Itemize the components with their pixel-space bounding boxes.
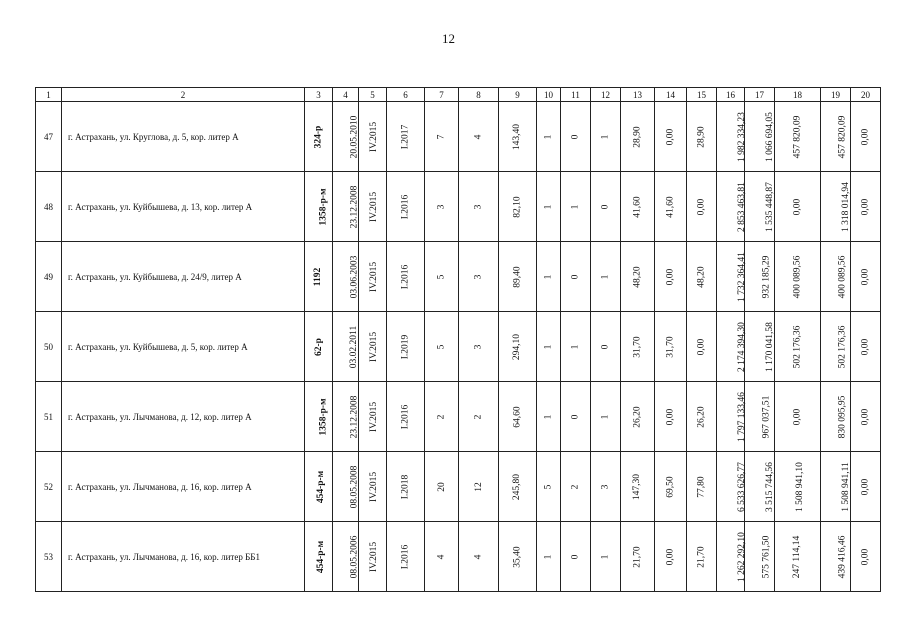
cell-value: 48,20 bbox=[632, 266, 643, 288]
table-cell bbox=[305, 522, 333, 592]
table-cell bbox=[387, 452, 425, 522]
table-cell bbox=[305, 242, 333, 312]
cell-value: 0,00 bbox=[696, 338, 707, 356]
cell-value: 4 bbox=[436, 554, 447, 560]
cell-value: 147,30 bbox=[632, 473, 643, 501]
cell-value: 454-р-м bbox=[316, 470, 327, 504]
table-cell bbox=[499, 452, 537, 522]
table-cell bbox=[621, 172, 655, 242]
cell-value: 20.05.2010 bbox=[349, 115, 360, 159]
table-cell bbox=[561, 312, 591, 382]
table-cell bbox=[333, 382, 359, 452]
table-cell bbox=[687, 312, 717, 382]
row-number-cell: 52 bbox=[36, 452, 62, 522]
cell-value: 28,90 bbox=[632, 126, 643, 148]
table-cell bbox=[359, 172, 387, 242]
table-cell bbox=[821, 382, 851, 452]
table-cell bbox=[775, 242, 821, 312]
cell-value: 41,60 bbox=[665, 196, 676, 218]
cell-value: 12 bbox=[473, 482, 484, 492]
cell-value: 1 732 364,41 bbox=[736, 252, 747, 302]
table-cell bbox=[561, 242, 591, 312]
cell-value: 0,00 bbox=[860, 128, 871, 146]
cell-value: I.2016 bbox=[400, 264, 411, 290]
address-cell: г. Астрахань, ул. Лычманова, д. 16, кор. литер ББ1 bbox=[62, 522, 305, 592]
table-cell bbox=[305, 172, 333, 242]
address-cell: г. Астрахань, ул. Куйбышева, д. 24/9, литер А bbox=[62, 242, 305, 312]
row-number-cell: 49 bbox=[36, 242, 62, 312]
cell-value: 89,40 bbox=[512, 266, 523, 288]
cell-value: IV.2015 bbox=[369, 331, 380, 363]
row-number-cell: 47 bbox=[36, 102, 62, 172]
table-cell bbox=[655, 102, 687, 172]
cell-value: 3 bbox=[473, 344, 484, 350]
cell-value: 48,20 bbox=[696, 266, 707, 288]
table-cell bbox=[561, 452, 591, 522]
cell-value: 0,00 bbox=[665, 548, 676, 566]
cell-value: 324-р bbox=[313, 125, 324, 149]
row-number-cell: 50 bbox=[36, 312, 62, 382]
column-number-cell: 17 bbox=[745, 88, 775, 102]
table-cell bbox=[851, 312, 881, 382]
table-cell bbox=[745, 172, 775, 242]
cell-value: 1 bbox=[600, 414, 611, 420]
cell-value: 08.05.2006 bbox=[349, 535, 360, 579]
cell-value: 4 bbox=[473, 134, 484, 140]
table-cell bbox=[851, 102, 881, 172]
cell-value: 03.02.2011 bbox=[349, 325, 360, 369]
cell-value: 0,00 bbox=[860, 338, 871, 356]
cell-value: 1 262 292,10 bbox=[736, 532, 747, 582]
table-cell bbox=[537, 382, 561, 452]
cell-value: 23.12.2008 bbox=[349, 185, 360, 229]
table-cell bbox=[717, 382, 745, 452]
column-number-cell: 7 bbox=[425, 88, 459, 102]
table-cell bbox=[775, 102, 821, 172]
row-number-cell: 51 bbox=[36, 382, 62, 452]
column-number-cell: 6 bbox=[387, 88, 425, 102]
cell-value: 69,50 bbox=[665, 476, 676, 498]
cell-value: 457 820,09 bbox=[792, 115, 803, 159]
cell-value: 3 bbox=[600, 484, 611, 490]
table-cell bbox=[621, 312, 655, 382]
cell-value: 20 bbox=[436, 482, 447, 492]
table-cell bbox=[821, 522, 851, 592]
table-cell bbox=[333, 452, 359, 522]
table-cell bbox=[459, 522, 499, 592]
cell-value: 143,40 bbox=[512, 123, 523, 151]
cell-value: IV.2015 bbox=[369, 541, 380, 573]
table-cell bbox=[425, 382, 459, 452]
table-cell bbox=[717, 172, 745, 242]
cell-value: 1 508 941,11 bbox=[840, 462, 851, 512]
cell-value: 1 bbox=[543, 344, 554, 350]
cell-value: IV.2015 bbox=[369, 121, 380, 153]
table-cell bbox=[499, 312, 537, 382]
cell-value: 26,20 bbox=[632, 406, 643, 428]
column-number-cell: 19 bbox=[821, 88, 851, 102]
table-cell bbox=[537, 172, 561, 242]
table-cell bbox=[621, 452, 655, 522]
table-cell bbox=[591, 312, 621, 382]
cell-value: 21,70 bbox=[632, 546, 643, 568]
table-cell bbox=[775, 312, 821, 382]
table-cell bbox=[359, 242, 387, 312]
cell-value: 6 533 626,77 bbox=[736, 462, 747, 512]
table-cell bbox=[591, 102, 621, 172]
cell-value: 5 bbox=[436, 274, 447, 280]
cell-value: 1 bbox=[600, 274, 611, 280]
column-number-row bbox=[36, 88, 881, 102]
cell-value: 4 bbox=[473, 554, 484, 560]
table-cell bbox=[387, 242, 425, 312]
table-row bbox=[36, 312, 881, 382]
column-number-cell: 3 bbox=[305, 88, 333, 102]
table-cell bbox=[687, 102, 717, 172]
address-cell: г. Астрахань, ул. Лычманова, д. 16, кор. литер А bbox=[62, 452, 305, 522]
table-cell bbox=[745, 242, 775, 312]
table-cell bbox=[425, 172, 459, 242]
column-number-cell: 14 bbox=[655, 88, 687, 102]
table-cell bbox=[459, 242, 499, 312]
cell-value: I.2019 bbox=[400, 334, 411, 360]
cell-value: 502 176,36 bbox=[792, 325, 803, 369]
cell-value: 0 bbox=[570, 274, 581, 280]
cell-value: 0,00 bbox=[860, 478, 871, 496]
cell-value: 5 bbox=[543, 484, 554, 490]
cell-value: 1 508 941,10 bbox=[794, 462, 805, 512]
table-cell bbox=[821, 242, 851, 312]
table-cell bbox=[655, 172, 687, 242]
table-cell bbox=[687, 172, 717, 242]
table-cell bbox=[851, 452, 881, 522]
cell-value: 0 bbox=[570, 134, 581, 140]
address-cell: г. Астрахань, ул. Куйбышева, д. 13, кор. литер А bbox=[62, 172, 305, 242]
column-number-cell: 12 bbox=[591, 88, 621, 102]
cell-value: 247 114,14 bbox=[792, 535, 803, 579]
table-cell bbox=[499, 382, 537, 452]
table-row bbox=[36, 452, 881, 522]
table-cell bbox=[387, 172, 425, 242]
table-cell bbox=[591, 452, 621, 522]
cell-value: 03.06.2003 bbox=[349, 255, 360, 299]
cell-value: 1 bbox=[543, 274, 554, 280]
cell-value: I.2016 bbox=[400, 404, 411, 430]
cell-value: 0,00 bbox=[665, 408, 676, 426]
table-cell bbox=[717, 242, 745, 312]
column-number-cell: 5 bbox=[359, 88, 387, 102]
column-number-cell: 20 bbox=[851, 88, 881, 102]
column-number-cell: 11 bbox=[561, 88, 591, 102]
cell-value: 1 535 448,87 bbox=[764, 182, 775, 232]
table-cell bbox=[821, 312, 851, 382]
cell-value: 0 bbox=[570, 414, 581, 420]
address-cell: г. Астрахань, ул. Куйбышева, д. 5, кор. литер А bbox=[62, 312, 305, 382]
table-cell bbox=[359, 312, 387, 382]
cell-value: 3 bbox=[473, 204, 484, 210]
cell-value: 1 bbox=[543, 134, 554, 140]
cell-value: 0,00 bbox=[696, 198, 707, 216]
cell-value: 932 185,29 bbox=[761, 255, 772, 299]
cell-value: 1 bbox=[570, 344, 581, 350]
cell-value: IV.2015 bbox=[369, 471, 380, 503]
table-cell bbox=[591, 382, 621, 452]
cell-value: 5 bbox=[436, 344, 447, 350]
table-cell bbox=[775, 452, 821, 522]
column-number-cell: 8 bbox=[459, 88, 499, 102]
table-cell bbox=[655, 382, 687, 452]
cell-value: 2 bbox=[570, 484, 581, 490]
table-cell bbox=[851, 172, 881, 242]
table-cell bbox=[537, 102, 561, 172]
cell-value: 294,10 bbox=[512, 333, 523, 361]
cell-value: 0,00 bbox=[792, 198, 803, 216]
address-cell: г. Астрахань, ул. Лычманова, д. 12, кор. литер А bbox=[62, 382, 305, 452]
table-cell bbox=[775, 522, 821, 592]
cell-value: 245,80 bbox=[512, 473, 523, 501]
table-cell bbox=[745, 382, 775, 452]
cell-value: 3 bbox=[436, 204, 447, 210]
table-cell bbox=[851, 522, 881, 592]
table-cell bbox=[717, 522, 745, 592]
cell-value: 1 bbox=[600, 134, 611, 140]
column-number-cell: 4 bbox=[333, 88, 359, 102]
cell-value: 0 bbox=[570, 554, 581, 560]
table-cell bbox=[745, 312, 775, 382]
cell-value: 439 416,46 bbox=[837, 535, 848, 579]
table-row bbox=[36, 102, 881, 172]
table-cell bbox=[305, 382, 333, 452]
table-cell bbox=[717, 452, 745, 522]
cell-value: I.2018 bbox=[400, 474, 411, 500]
table-cell bbox=[305, 102, 333, 172]
table-cell bbox=[851, 382, 881, 452]
cell-value: 1 bbox=[570, 204, 581, 210]
table-cell bbox=[745, 102, 775, 172]
cell-value: I.2017 bbox=[400, 124, 411, 150]
table-cell bbox=[717, 102, 745, 172]
row-number-cell: 53 bbox=[36, 522, 62, 592]
cell-value: 0,00 bbox=[860, 548, 871, 566]
table-cell bbox=[537, 452, 561, 522]
column-number-cell: 13 bbox=[621, 88, 655, 102]
cell-value: 400 089,56 bbox=[837, 255, 848, 299]
table-cell bbox=[333, 102, 359, 172]
table-cell bbox=[387, 522, 425, 592]
cell-value: 0,00 bbox=[860, 268, 871, 286]
table-cell bbox=[425, 312, 459, 382]
cell-value: 41,60 bbox=[632, 196, 643, 218]
cell-value: 0 bbox=[600, 344, 611, 350]
cell-value: 77,80 bbox=[696, 476, 707, 498]
table-cell bbox=[537, 312, 561, 382]
address-cell: г. Астрахань, ул. Круглова, д. 5, кор. литер А bbox=[62, 102, 305, 172]
table-cell bbox=[687, 242, 717, 312]
column-number-cell: 18 bbox=[775, 88, 821, 102]
table-cell bbox=[655, 522, 687, 592]
cell-value: 2 bbox=[473, 414, 484, 420]
table-cell bbox=[425, 522, 459, 592]
column-number-cell: 1 bbox=[36, 88, 62, 102]
cell-value: 35,40 bbox=[512, 546, 523, 568]
table-cell bbox=[621, 382, 655, 452]
table-cell bbox=[459, 102, 499, 172]
table-cell bbox=[745, 522, 775, 592]
table-row bbox=[36, 522, 881, 592]
cell-value: IV.2015 bbox=[369, 261, 380, 293]
cell-value: 2 853 463,81 bbox=[736, 182, 747, 232]
cell-value: 64,60 bbox=[512, 406, 523, 428]
table-cell bbox=[499, 102, 537, 172]
table-row bbox=[36, 242, 881, 312]
table-cell bbox=[499, 242, 537, 312]
cell-value: 28,90 bbox=[696, 126, 707, 148]
cell-value: 1 bbox=[543, 204, 554, 210]
table-cell bbox=[775, 172, 821, 242]
table-cell bbox=[499, 522, 537, 592]
cell-value: 82,10 bbox=[512, 196, 523, 218]
table-cell bbox=[561, 172, 591, 242]
table-cell bbox=[459, 312, 499, 382]
table-cell bbox=[561, 102, 591, 172]
table-cell bbox=[387, 382, 425, 452]
cell-value: 0 bbox=[600, 204, 611, 210]
column-number-cell: 16 bbox=[717, 88, 745, 102]
table-cell bbox=[359, 382, 387, 452]
table-cell bbox=[687, 382, 717, 452]
cell-value: 0,00 bbox=[665, 128, 676, 146]
table-cell bbox=[537, 522, 561, 592]
column-number-cell: 2 bbox=[62, 88, 305, 102]
table-cell bbox=[425, 102, 459, 172]
cell-value: 454-р-м bbox=[316, 540, 327, 574]
column-number-cell: 15 bbox=[687, 88, 717, 102]
table-cell bbox=[359, 452, 387, 522]
cell-value: I.2016 bbox=[400, 544, 411, 570]
cell-value: 62-р bbox=[313, 338, 324, 356]
row-number-cell: 48 bbox=[36, 172, 62, 242]
table-cell bbox=[459, 382, 499, 452]
cell-value: 400 089,56 bbox=[792, 255, 803, 299]
table-cell bbox=[333, 312, 359, 382]
table-cell bbox=[499, 172, 537, 242]
cell-value: 1 066 694,05 bbox=[764, 112, 775, 162]
housing-repair-table bbox=[35, 87, 881, 592]
table-cell bbox=[305, 312, 333, 382]
table-cell bbox=[425, 242, 459, 312]
table-cell bbox=[745, 452, 775, 522]
table-cell bbox=[561, 522, 591, 592]
table-cell bbox=[621, 522, 655, 592]
page-number: 12 bbox=[442, 31, 455, 46]
cell-value: 23.12.2008 bbox=[349, 395, 360, 439]
cell-value: 1192 bbox=[313, 267, 324, 287]
table-cell bbox=[851, 242, 881, 312]
cell-value: 31,70 bbox=[632, 336, 643, 358]
cell-value: 1358-р-м bbox=[318, 188, 329, 226]
cell-value: 7 bbox=[436, 134, 447, 140]
table-row bbox=[36, 172, 881, 242]
cell-value: 0,00 bbox=[792, 408, 803, 426]
table-cell bbox=[655, 312, 687, 382]
cell-value: 502 176,36 bbox=[837, 325, 848, 369]
table-cell bbox=[333, 242, 359, 312]
cell-value: 830 095,95 bbox=[837, 395, 848, 439]
cell-value: 21,70 bbox=[696, 546, 707, 568]
table-cell bbox=[459, 172, 499, 242]
cell-value: I.2016 bbox=[400, 194, 411, 220]
cell-value: 0,00 bbox=[665, 268, 676, 286]
table-cell bbox=[591, 522, 621, 592]
cell-value: 967 037,51 bbox=[761, 395, 772, 439]
cell-value: 457 820,09 bbox=[837, 115, 848, 159]
cell-value: 2 174 394,30 bbox=[736, 322, 747, 372]
table-row bbox=[36, 382, 881, 452]
cell-value: 1358-р-м bbox=[318, 398, 329, 436]
table-cell bbox=[821, 452, 851, 522]
cell-value: 1 318 014,94 bbox=[840, 182, 851, 232]
cell-value: 1 bbox=[543, 554, 554, 560]
table-cell bbox=[333, 172, 359, 242]
table-cell bbox=[537, 242, 561, 312]
column-number-cell: 10 bbox=[537, 88, 561, 102]
cell-value: 26,20 bbox=[696, 406, 707, 428]
table-cell bbox=[359, 102, 387, 172]
table-cell bbox=[387, 312, 425, 382]
table-cell bbox=[387, 102, 425, 172]
table-cell bbox=[591, 172, 621, 242]
table-cell bbox=[333, 522, 359, 592]
table-cell bbox=[717, 312, 745, 382]
table-cell bbox=[591, 242, 621, 312]
cell-value: 2 bbox=[436, 414, 447, 420]
cell-value: 0,00 bbox=[860, 198, 871, 216]
cell-value: 1 797 133,46 bbox=[736, 392, 747, 442]
table-cell bbox=[459, 452, 499, 522]
cell-value: 08.05.2008 bbox=[349, 465, 360, 509]
cell-value: 31,70 bbox=[665, 336, 676, 358]
cell-value: 0,00 bbox=[860, 408, 871, 426]
table-cell bbox=[821, 172, 851, 242]
table-cell bbox=[621, 102, 655, 172]
table-cell bbox=[305, 452, 333, 522]
cell-value: 1 bbox=[543, 414, 554, 420]
cell-value: 1 982 334,23 bbox=[736, 112, 747, 162]
cell-value: IV.2015 bbox=[369, 401, 380, 433]
cell-value: 3 bbox=[473, 274, 484, 280]
table-cell bbox=[359, 522, 387, 592]
cell-value: 1 bbox=[600, 554, 611, 560]
table-cell bbox=[821, 102, 851, 172]
table-cell bbox=[775, 382, 821, 452]
table-cell bbox=[655, 452, 687, 522]
table-cell bbox=[655, 242, 687, 312]
cell-value: 575 761,50 bbox=[761, 535, 772, 579]
cell-value: 3 515 744,56 bbox=[764, 462, 775, 512]
table-cell bbox=[621, 242, 655, 312]
column-number-cell: 9 bbox=[499, 88, 537, 102]
table-cell bbox=[561, 382, 591, 452]
table-cell bbox=[687, 452, 717, 522]
table-cell bbox=[687, 522, 717, 592]
cell-value: IV.2015 bbox=[369, 191, 380, 223]
cell-value: 1 170 041,58 bbox=[764, 322, 775, 372]
table-cell bbox=[425, 452, 459, 522]
